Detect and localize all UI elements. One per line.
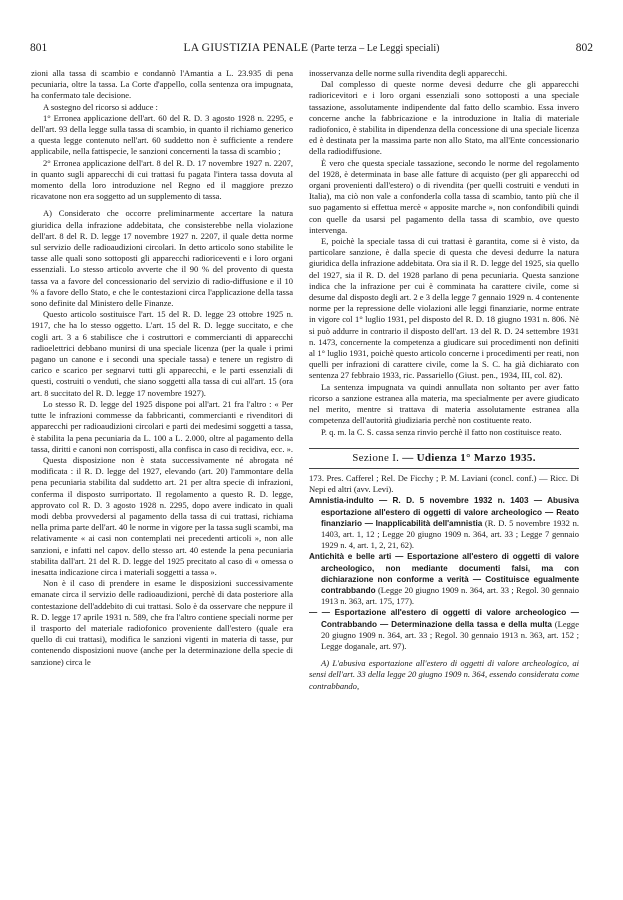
maxim (309, 607, 579, 652)
paragraph: È vero che questa speciale tassazione, secondo le norme del regolamento del 1928, è determinata in base alle fatture di acquisto (per gli apparecchi od organi provenienti dall'estero) o di rivendita (per quelli costruiti e venduti in Italia), ma ciò non vale a confonderla colla tassa di scambio, tanto più che il suo pagamento si effettua mercè « apposite marche », non confondibili quindi con quelle da usarsi pel pagamento della tassa di scambio, ove questo intervenga. (309, 157, 579, 235)
paragraph: Dal complesso di queste norme devesi dedurre che gli apparecchi radioricevitori e i loro organi essenziali sono sottoposti a una speciale tassazione, assolutamente indipendente dal fatto dello scambio. Essa invero concerne anche la fabbricazione e la introduzione in Italia di materiale radiofonico, è stabilita in dipendenza della concessione di una speciale licenza ed è destinata per la massima parte non allo Stato, ma all'Ente concessionario della radiodiffusione. (309, 79, 579, 157)
maxim-lead: Amnistia-indulto — R. D. 5 novembre 1932 n. 1403 — Abusiva esportazione all'estero di oggetti di valore archeologico — Reato finanziario — Inapplicabilità dell'amnistia (309, 496, 579, 528)
right-column (309, 68, 579, 886)
maxim-lead: Antichità e belle arti — Esportazione all'estero di oggetti di valore archeologico, non mediante documenti falsi, ma con dichiarazione non conforme a verità — Costituisce egualmente contrabbando (309, 552, 579, 595)
journal-subtitle: (Parte terza – Le Leggi speciali) (310, 43, 440, 54)
maxim-lead: — — Esportazione all'estero di oggetti di valore archeologico — Contrabbando — Determinazione della tassa e della multa (309, 608, 579, 629)
paragraph: Questa disposizione non è stata successivamente né abrogata né modificata : il R. D. legge del 1927, elevando (art. 20) l'ammontare della pena pecuniaria stabilita dal suddetto art. 21 per altra specie di infrazioni, conferma il disposto surriportato. Il regolamento a questo R. D. legge, approvato col R. D. 3 agosto 1928 n. 2295, dopo avere indicato in quali modi debba provvedersi al pagamento della tassa di cui trattasi, richiama nella prima parte dell'art. 40 le norme in vigore per la tassa sugli scambi, ma relativamente « ai casi non contemplati nei precedenti articoli », non alle sanzioni, e infatti nel capov. dello stesso art. 40 estende la pena pecuniaria stabilita dall'art. 21 del R. D. legge del 1925 precitato al caso di « omessa o inesatta indicazione circa i materiali soggetti a tassa ». (31, 454, 293, 577)
paragraph: zioni alla tassa di scambio e condannò l'Amantia a L. 23.935 di pena pecuniaria, oltre la tassa. La Corte d'appello, colla sentenza ora impugnata, ha confermato tale decisione. (31, 68, 293, 101)
running-header (30, 38, 593, 58)
maxim-tail: (R. D. 5 novembre 1932 n. 1403, art. 1, 12 ; Legge 20 giugno 1909 n. 364, art. 33 ; Legge 7 gennaio 1929 n. 4, art. 1, 2, 21, 62). (321, 517, 579, 551)
section-label: Sezione I. (352, 451, 400, 464)
paragraph: P. q. m. la C. S. cassa senza rinvio perchè il fatto non costituisce reato. (321, 426, 562, 437)
paragraph: A sostegno del ricorso si adduce : (43, 101, 158, 112)
maxim (309, 495, 579, 551)
paragraph: 1° Erronea applicazione dell'art. 60 del R. D. 3 agosto 1928 n. 2295, e dell'art. 93 della legge sulla tassa di scambio, in quanto il richiamo generico a questa legge contenuto nell'art. 60 suddetto non è sufficiente a rendere applicabile, nella fattispecie, le sanzioni concernenti la tassa di scambio ; (31, 112, 293, 157)
paragraph: A) Considerato che occorre preliminarmente accertare la natura giuridica della infrazione addebitata, che consisterebbe nella violazione dell'art. 8 del R. D. legge 17 novembre 1927 n. 2207, il quale detta norme sul servizio delle radioaudizioni circolari. In detto articolo sono stabilite le tasse alle quali sono sottoposti gli apparecchi radioriceventi e i loro organi essenziali. Lo stesso articolo avverte che il 90 % del provento di questa tassa va a favore del concessionario del servizio di radio-diffusione e il 10 % a favore dello Stato, e che le contestazioni circa l'applicazione della tassa sono definite dal Ministero delle Finanze. (31, 208, 293, 309)
closing-paragraph: A) L'abusiva esportazione all'estero di oggetti di valore archeologico, ai sensi dell'art. 33 della legge 20 giugno 1909 n. 364, essendo considerata come contrabbando, (309, 658, 579, 691)
journal-title: LA GIUSTIZIA PENALE (183, 42, 309, 54)
paragraph: Questo articolo sostituisce l'art. 15 del R. D. legge 23 ottobre 1925 n. 1917, che ha lo stesso oggetto. L'art. 15 del R. D. legge succitato, e che cogli art. 3 a 6 stabilisce che i costruttori e commercianti di apparecchi radioelettrici debbano munirsi di una speciale licenza (per la quale i primi pagano un canone e i secondi una speciale tassa) e tenere un registro di carico e scarico per segnarvi tutti gli apparecchi, e le parti essenziali di questi, costruiti o venduti, che siano soggetti alla tassa di cui all'art. 15 (ora art. 8 succitato del R. D. legge 17 novembre 1927). (31, 309, 293, 398)
left-column (31, 68, 293, 886)
section-date: — Udienza 1° Marzo 1935. (402, 451, 536, 464)
paragraph: 2° Erronea applicazione dell'art. 8 del R. D. 17 novembre 1927 n. 2207, in quanto sugli apparecchi di cui trattasi fu pagata l'intera tassa dovuta al momento della loro introduzione nel Regno ed il maggiore prezzo ricavatone non era soggetto ad un supplemento di tassa. (31, 157, 293, 202)
maxim-tail: (Legge 20 giugno 1909 n. 364, art. 33 ; Regol. 30 gennaio 1913 n. 363, art. 175, 177). (321, 584, 579, 607)
paragraph: Non è il caso di prendere in esame le disposizioni successivamente emanate circa il servizio delle radioaudizioni, perchè di data posteriore alla contestazione dell'addebito di cui trattasi. Solo è da osservare che neppure il R. D. legge 17 aprile 1931 n. 589, che fra l'altro contiene speciali norme per il trasporto del materiale radiofonico proveniente dall'estero (quale era quello di cui trattasi), modifica le sanzioni vigenti in materia di tasse, pur contenendo disposizioni nuove (anche per la determinazione della specie di sanzione) circa le (31, 578, 293, 667)
maxim (309, 551, 579, 607)
page-number-right: 802 (575, 42, 593, 54)
paragraph: inosservanza delle norme sulla rivendita degli apparecchi. (309, 68, 508, 78)
case-header: 173. Pres. Cafferel ; Rel. De Ficchy ; P. M. Laviani (concl. conf.) — Ricc. Di Nepi ed altri (avv. Levi). (309, 472, 579, 495)
section-heading (309, 448, 579, 469)
maxim-tail: (Legge 20 giugno 1909 n. 364, art. 33 ; Regol. 30 gennaio 1913 n. 363, art. 152 ; Legge doganale, art. 97). (321, 618, 579, 651)
journal-title-block (184, 42, 440, 54)
paragraph: Lo stesso R. D. legge del 1925 dispone poi all'art. 21 fra l'altro : « Per tutte le infrazioni commesse da fabbricanti, commercianti e rivenditori di apparecchi per radioaudizioni circolari e parti dei medesimi soggetti a tassa, è stabilita la pena pecuniaria da L. 100 a L. 2.000, oltre al pagamento della tassa, diritti e canoni non corrisposti, alla confisca in caso di recidiva, ecc. ». (31, 398, 293, 454)
paragraph: La sentenza impugnata va quindi annullata non soltanto per aver fatto ricorso a sanzione estranea alla materia, ma specialmente per avere giudicato nel merito, mentre si trattava di materia assolutamente estranea alla competenza dell'autorità giudiziaria perchè non costituente reato. (309, 381, 579, 426)
paragraph: E, poichè la speciale tassa di cui trattasi è garantita, come si è visto, da particolare sanzione, è dalla specie di questa che devesi dedurre la natura giuridica della infrazione addebitata. Ora sia il R. D. legge del 1925, sia quello del 1927, sia il R. D. del 1928 parlano di pena pecuniaria. Questa sanzione indica che la infrazione per cui è comminata ha carattere civile, come si desume dal disposto degli art. 2 e 3 della legge 7 gennaio 1929 n. 4 contenente norme per la repressione delle violazioni alle leggi finanziarie, norme entrate in vigore col 1° luglio 1931, pel disposto del R. D. 18 giugno 1931 n. 806. Nè si può addurre in contrario il disposto dell'art. 13 del R. D. 24 settembre 1931 n. 1473, concernente la competenza a giudicare sui procedimenti non definiti al 1° luglio 1931, poichè questo articolo concerne i procedimenti per reati, non quelli per infrazioni di carattere civile, come la S. C. ha già dichiarato con sentenza 27 febbraio 1933, ric. Passariello (Giust. pen., 1934, III, col. 82). (309, 236, 579, 381)
page-number-left: 801 (30, 42, 48, 54)
